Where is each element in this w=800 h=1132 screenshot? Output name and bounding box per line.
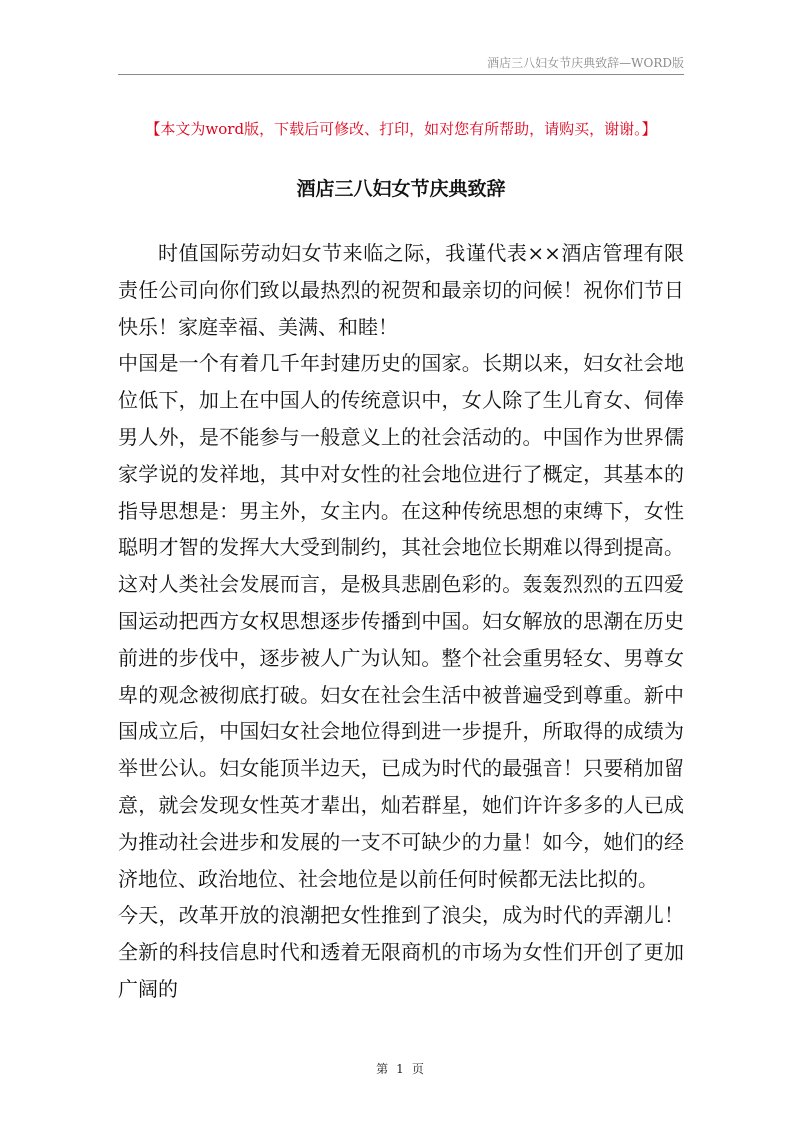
page-label-suffix: 页	[411, 1062, 424, 1076]
header-divider	[118, 74, 684, 75]
page-footer	[0, 1060, 800, 1077]
page-label-prefix: 第	[376, 1062, 389, 1076]
document-body	[118, 235, 684, 1008]
running-header: 酒店三八妇女节庆典致辞—WORD版	[487, 56, 684, 70]
paragraph-greeting: 时值国际劳动妇女节来临之际，我谨代表××酒店管理有限责任公司向你们致以最热烈的祝贺和最亲切的问候！祝你们节日快乐！家庭幸福、美满、和睦！	[118, 241, 684, 339]
download-notice: 【本文为word版，下载后可修改、打印，如对您有所帮助，请购买，谢谢。】	[145, 120, 657, 138]
document-title: 酒店三八妇女节庆典致辞	[296, 178, 506, 200]
paragraph-today: 今天，改革开放的浪潮把女性推到了浪尖，成为时代的弄潮儿！全新的科技信息时代和透着无限商机的市场为女性们开创了更加广阔的	[118, 903, 684, 1001]
page-number: 1	[396, 1062, 404, 1076]
paragraph-history: 中国是一个有着几千年封建历史的国家。长期以来，妇女社会地位低下，加上在中国人的传统意识中，女人除了生儿育女、伺俸男人外，是不能参与一般意义上的社会活动的。中国作为世界儒家学说的发祥地，其中对女性的社会地位进行了概定，其基本的指导思想是：男主外，女主内。在这种传统思想的束缚下，女性聪明才智的发挥大大受到制约，其社会地位长期难以得到提高。这对人类社会发展而言，是极具悲剧色彩的。轰轰烈烈的五四爱国运动把西方女权思想逐步传播到中国。妇女解放的思潮在历史前进的步伐中，逐步被人广为认知。整个社会重男轻女、男尊女卑的观念被彻底打破。妇女在社会生活中被普遍受到尊重。新中国成立后，中国妇女社会地位得到进一步提升，所取得的成绩为举世公认。妇女能顶半边天，已成为时代的最强音！只要稍加留意，就会发现女性英才辈出，灿若群星，她们许许多多的人已成为推动社会进步和发展的一支不可缺少的力量！如今，她们的经济地位、政治地位、社会地位是以前任何时候都无法比拟的。	[118, 351, 684, 891]
